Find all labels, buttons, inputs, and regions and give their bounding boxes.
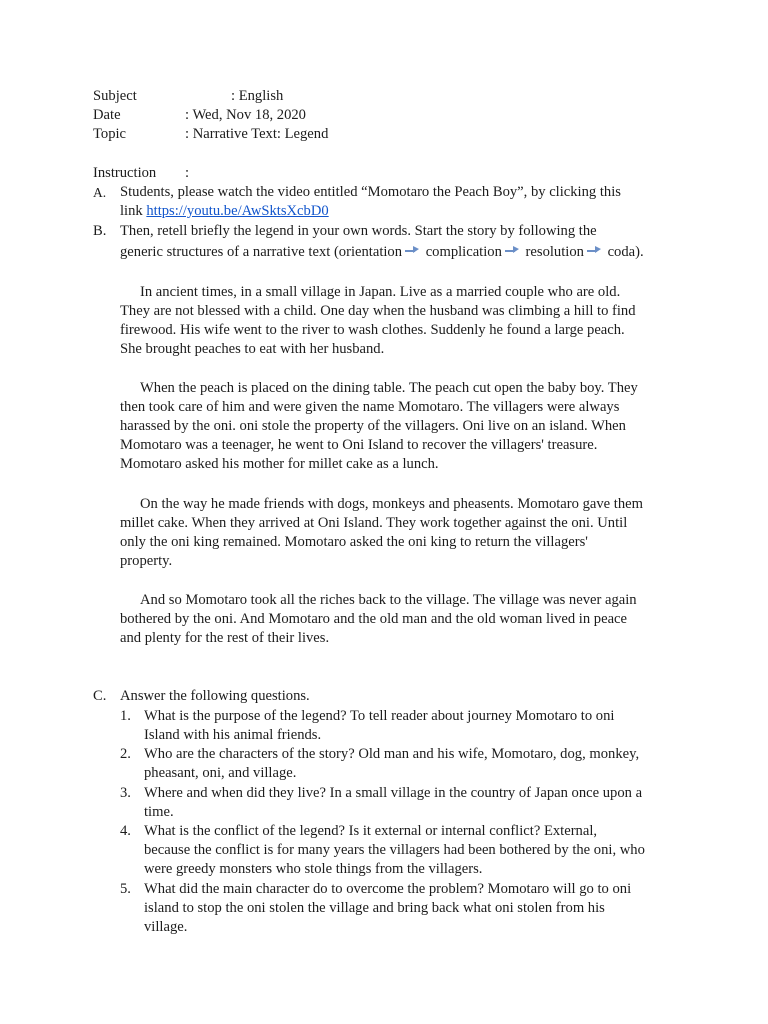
item-a-line1: Students, please watch the video entitled “Momotaro the Peach Boy”, by clicking this	[120, 184, 621, 200]
story-line: firewood. His wife went to the river to wash clothes. Suddenly he found a large peach.	[120, 322, 625, 338]
story-line: She brought peaches to eat with her husband.	[120, 341, 385, 357]
story-line: bothered by the oni. And Momotaro and the old man and the old woman lived in peace	[120, 611, 628, 627]
structure-coda: coda).	[607, 244, 644, 260]
structure-resolution: resolution	[525, 244, 584, 260]
story-line: property.	[120, 553, 173, 569]
question-number: 1.	[120, 708, 131, 724]
story-paragraph-2	[120, 379, 680, 474]
question-number: 3.	[120, 785, 131, 801]
story-paragraph-4	[120, 591, 680, 648]
story-line: millet cake. When they arrived at Oni Island. They work together against the oni. Until	[120, 515, 628, 531]
video-link[interactable]: https://youtu.be/AwSktsXcbD0	[146, 203, 329, 219]
subject-label: Subject	[93, 88, 137, 104]
story-line: In ancient times, in a small village in Japan. Live as a married couple who are old.	[140, 284, 621, 300]
story-line: Momotaro was a teenager, he went to Oni Island to recover the villagers' treasure.	[120, 437, 598, 453]
question-2	[144, 745, 639, 783]
right-arrow-icon	[404, 245, 420, 255]
question-line: Island with his animal friends.	[144, 727, 322, 743]
date-value: : Wed, Nov 18, 2020	[185, 107, 306, 123]
structure-orientation: generic structures of a narrative text (orientation	[120, 244, 403, 260]
question-line: because the conflict is for many years the villagers had been bothered by the oni, who	[144, 842, 645, 858]
question-4	[144, 822, 645, 879]
right-arrow-icon	[504, 245, 520, 255]
subject-value: : English	[231, 88, 284, 104]
question-line: What did the main character do to overcome the problem? Momotaro will go to oni	[144, 881, 632, 897]
date-label: Date	[93, 107, 121, 123]
structure-complication: complication	[425, 244, 502, 260]
story-line: then took care of him and were given the name Momotaro. The villagers were always	[120, 399, 620, 415]
question-line: island to stop the oni stolen the village and bring back what oni stolen from his	[144, 900, 605, 916]
question-line: were greedy monsters who stole things from the villagers.	[144, 861, 483, 877]
story-paragraph-3	[120, 495, 680, 571]
question-1	[144, 707, 614, 745]
right-arrow-icon	[586, 245, 602, 255]
story-line: only the oni king remained. Momotaro asked the oni king to return the villagers'	[120, 534, 588, 550]
instruction-label: Instruction	[93, 165, 157, 181]
story-line: and plenty for the rest of their lives.	[120, 630, 330, 646]
item-a-line2	[120, 202, 329, 221]
question-line: What is the conflict of the legend? Is it external or internal conflict? External,	[144, 823, 598, 839]
question-5	[144, 880, 631, 937]
question-number: 2.	[120, 746, 131, 762]
question-line: Who are the characters of the story? Old man and his wife, Momotaro, dog, monkey,	[144, 746, 640, 762]
topic-value: : Narrative Text: Legend	[185, 126, 329, 142]
item-a-marker: A.	[93, 185, 107, 200]
story-line: Momotaro asked his mother for millet cake as a lunch.	[120, 456, 439, 472]
topic-label: Topic	[93, 126, 127, 142]
item-a-link-prefix: link	[120, 203, 147, 219]
story-line: When the peach is placed on the dining table. The peach cut open the baby boy. They	[140, 380, 638, 396]
question-number: 5.	[120, 881, 131, 897]
question-line: village.	[144, 919, 188, 935]
item-c-title: Answer the following questions.	[120, 688, 310, 704]
question-line: pheasant, oni, and village.	[144, 765, 297, 781]
question-3	[144, 784, 642, 822]
story-paragraph-1	[120, 283, 680, 359]
story-line: And so Momotaro took all the riches back to the village. The village was never again	[140, 592, 637, 608]
item-b-line2	[120, 243, 644, 262]
item-b-line1: Then, retell briefly the legend in your own words. Start the story by following the	[120, 223, 597, 239]
story-line: harassed by the oni. oni stole the property of the villagers. Oni live on an island. When	[120, 418, 626, 434]
item-c-marker: C.	[93, 688, 107, 704]
question-line: What is the purpose of the legend? To tell reader about journey Momotaro to oni	[144, 708, 615, 724]
story-line: They are not blessed with a child. One day when the husband was climbing a hill to find	[120, 303, 636, 319]
question-line: Where and when did they live? In a small village in the country of Japan once upon a	[144, 785, 643, 801]
question-number: 4.	[120, 823, 131, 839]
instruction-colon: :	[185, 165, 190, 181]
story-line: On the way he made friends with dogs, monkeys and pheasents. Momotaro gave them	[140, 496, 643, 512]
item-b-marker: B.	[93, 223, 107, 239]
question-line: time.	[144, 804, 174, 820]
